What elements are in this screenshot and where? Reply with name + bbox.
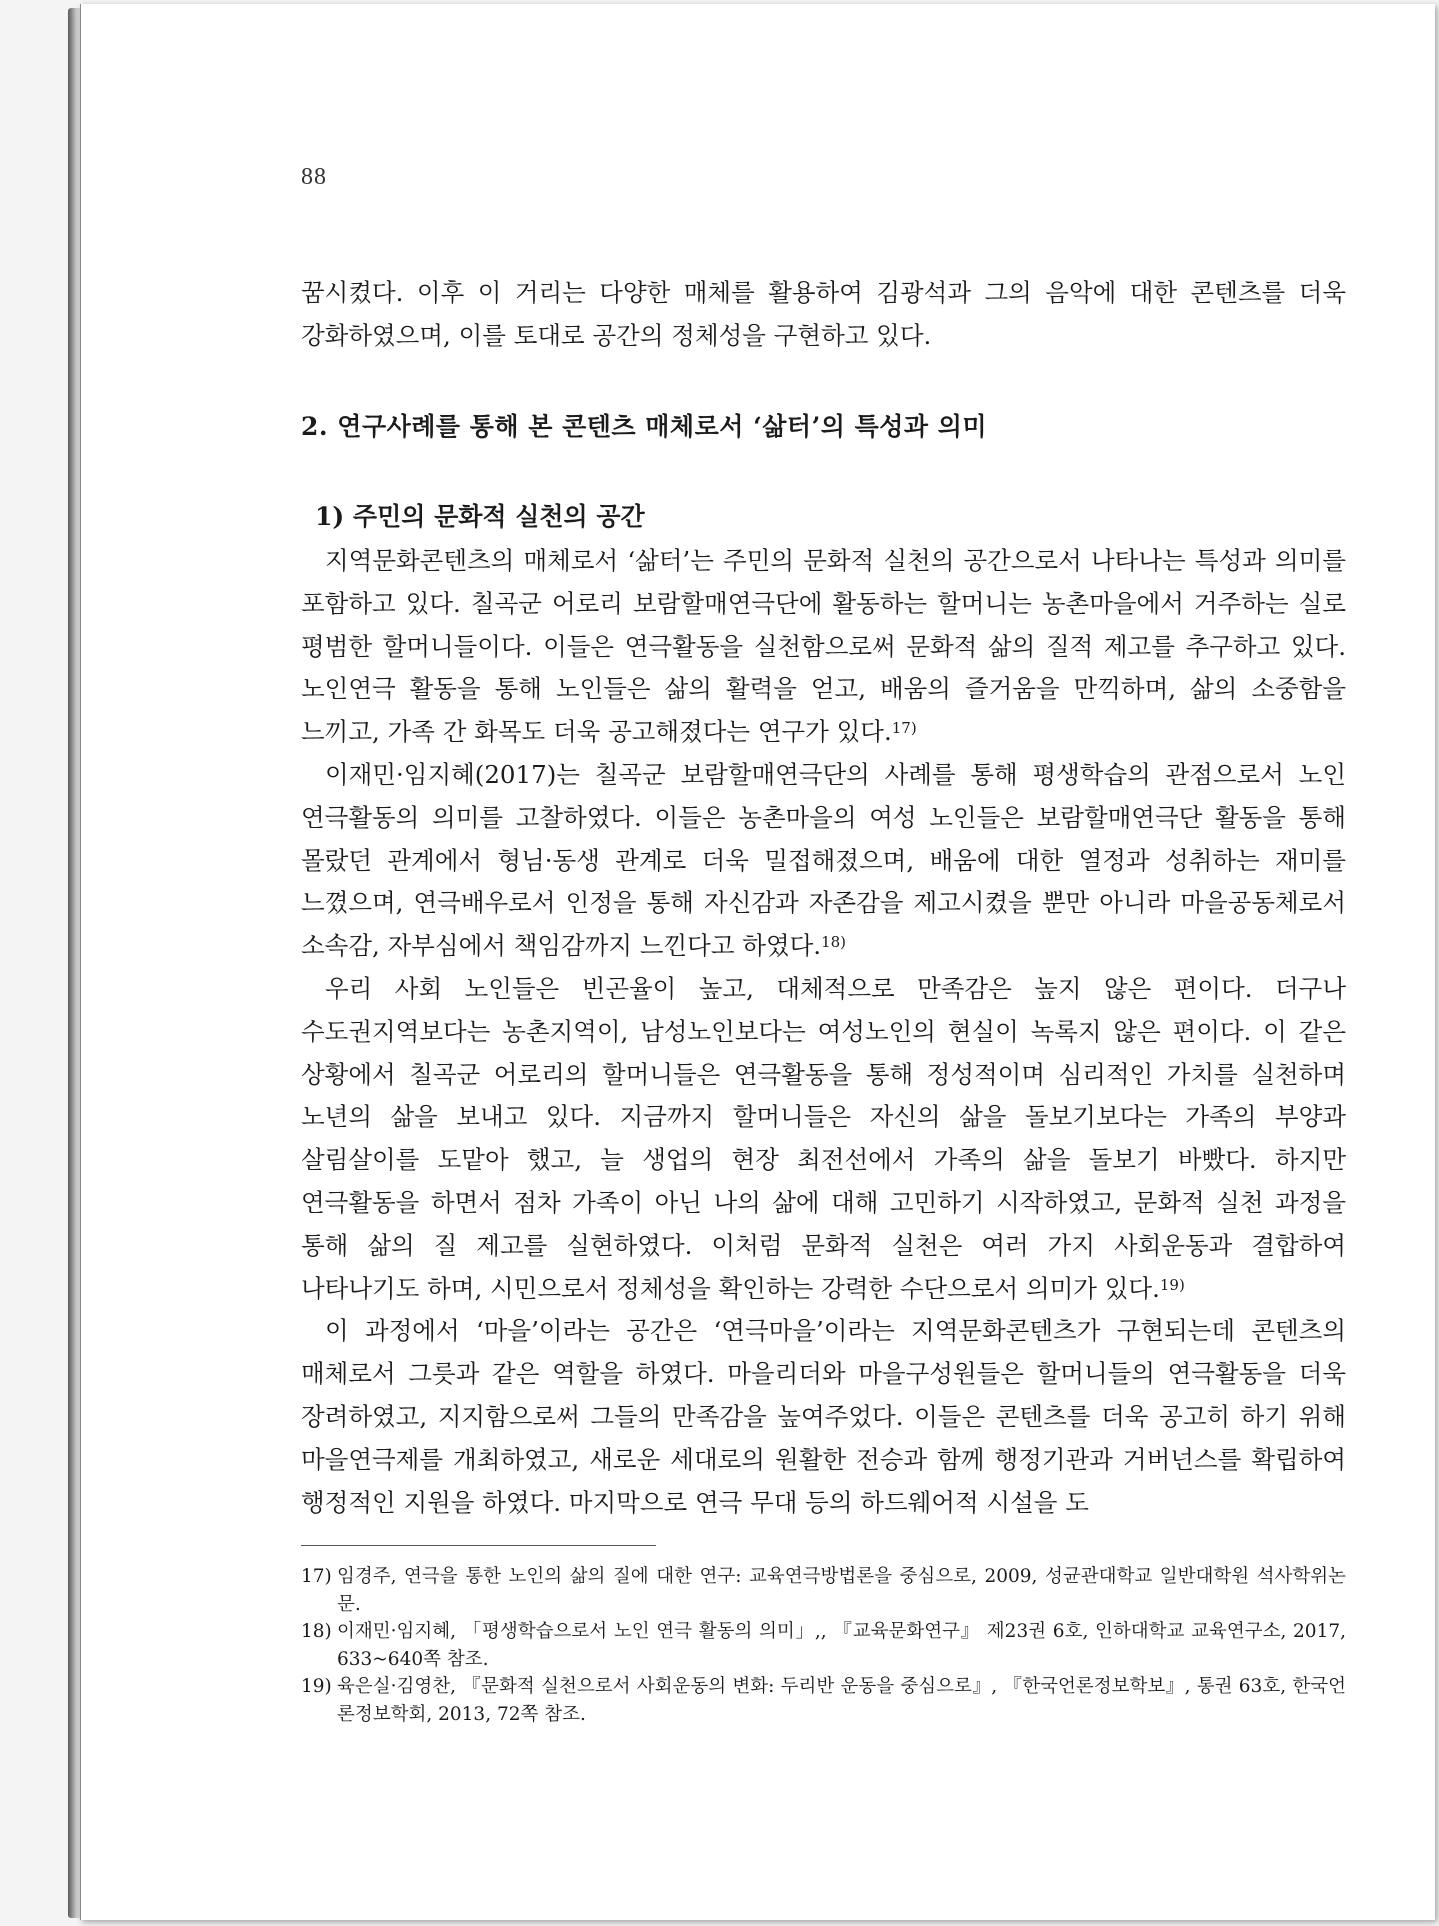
intro-paragraph: 꿈시켰다. 이후 이 거리는 다양한 매체를 활용하여 김광석과 그의 음악에 대한 콘텐츠를 더욱 강화하였으며, 이를 토대로 공간의 정체성을 구현하고 있다. xyxy=(301,278,1346,350)
intro-paragraph-block xyxy=(301,272,1346,358)
paragraph-text: 이 과정에서 ‘마을’이라는 공간은 ‘연극마을’이라는 지역문화콘텐츠가 구현되는데 콘텐츠의 매체로서 그릇과 같은 역할을 하였다. 마을리더와 마을구성원들은 할머니들의 연극활동을 더욱 장려하였고, 지지함으로써 그들의 만족감을 높여주었다. 이들은 콘텐츠를 더욱 공고히 하기 위해 마을연극제를 개최하였고, 새로운 세대로의 원활한 전승과 함께 행정기관과 거버넌스를 확립하여 행정적인 지원을 하였다. 마지막으로 연극 무대 등의 하드웨어적 시설을 도 xyxy=(301,1316,1346,1517)
footnotes xyxy=(301,1563,1346,1728)
paragraph-text: 우리 사회 노인들은 빈곤율이 높고, 대체적으로 만족감은 높지 않은 편이다. 더구나 수도권지역보다는 농촌지역이, 남성노인보다는 여성노인의 현실이 녹록지 않은 편이다. 이 같은 상황에서 칠곡군 어로리의 할머니들은 연극활동을 통해 정성적이며 심리적인 가치를 실천하며 노년의 삶을 보내고 있다. 지금까지 할머니들은 자신의 삶을 돌보기보다는 가족의 부양과 살림살이를 도맡아 했고, 늘 생업의 현장 최전선에서 가족의 삶을 돌보기 바빴다. 하지만 연극활동을 하면서 점차 가족이 아닌 나의 삶에 대해 고민하기 시작하였고, 문화적 실천 과정을 통해 삶의 질 제고를 실현하였다. 이처럼 문화적 실천은 여러 가지 사회운동과 결합하여 나타나기도 하며, 시민으로서 정체성을 확인하는 강력한 수단으로서 의미가 있다. xyxy=(301,973,1346,1303)
paragraph-text: 지역문화콘텐츠의 매체로서 ‘삶터’는 주민의 문화적 실천의 공간으로서 나타나는 특성과 의미를 포함하고 있다. 칠곡군 어로리 보람할매연극단에 활동하는 할머니는 농촌마을에서 거주하는 실로 평범한 할머니들이다. 이들은 연극활동을 실천함으로써 문화적 삶의 질적 제고를 추구하고 있다. 노인연극 활동을 통해 노인들은 삶의 활력을 얻고, 배움의 즐거움을 만끽하며, 삶의 소중함을 느끼고, 가족 간 화목도 더욱 공고해졌다는 연구가 있다. xyxy=(301,546,1346,747)
footnote-ref[interactable]: 17) xyxy=(891,719,917,738)
body-paragraph xyxy=(301,754,1346,968)
page-number: 88 xyxy=(301,164,327,190)
footnote-number: 18) xyxy=(301,1621,332,1642)
footnote-item xyxy=(301,1673,1346,1728)
footnote-ref[interactable]: 18) xyxy=(821,933,847,952)
footnote-text: 육은실·김영찬, 『문화적 실천으로서 사회운동의 변화: 두리반 운동을 중심으로』, 『한국언론정보학보』, 통권 63호, 한국언론정보학회, 2013, 72쪽 참조. xyxy=(337,1676,1346,1725)
section-heading: 2. 연구사례를 통해 본 콘텐츠 매체로서 ‘삶터’의 특성과 의미 xyxy=(301,412,988,441)
body-paragraph xyxy=(301,540,1346,754)
footnote-item xyxy=(301,1618,1346,1673)
footnote-number: 19) xyxy=(301,1676,332,1697)
footnote-ref[interactable]: 19) xyxy=(1159,1275,1185,1294)
footnote-text: 이재민·임지혜, 「평생학습으로서 노인 연극 활동의 의미」,, 『교육문화연구』 제23권 6호, 인하대학교 교육연구소, 2017, 633~640쪽 참조. xyxy=(337,1621,1346,1670)
body-paragraph xyxy=(301,968,1346,1310)
sub-heading: 1) 주민의 문화적 실천의 공간 xyxy=(315,502,645,531)
section-body xyxy=(301,540,1346,1524)
body-paragraph xyxy=(301,1310,1346,1524)
footnote-text: 임경주, 연극을 통한 노인의 삶의 질에 대한 연구: 교육연극방법론을 중심으로, 2009, 성균관대학교 일반대학원 석사학위논문. xyxy=(337,1566,1346,1615)
paragraph-text: 이재민·임지혜(2017)는 칠곡군 보람할매연극단의 사례를 통해 평생학습의 관점으로서 노인 연극활동의 의미를 고찰하였다. 이들은 농촌마을의 여성 노인들은 보람할매연극단 활동을 통해 몰랐던 관계에서 형님·동생 관계로 더욱 밀접해졌으며, 배움에 대한 열정과 성취하는 재미를 느꼈으며, 연극배우로서 인정을 통해 자신감과 자존감을 제고시켰을 뿐만 아니라 마을공동체로서 소속감, 자부심에서 책임감까지 느낀다고 하였다. xyxy=(301,759,1346,961)
footnote-item xyxy=(301,1563,1346,1618)
footnote-number: 17) xyxy=(301,1566,332,1587)
footnote-divider xyxy=(301,1545,656,1546)
book-page xyxy=(80,4,1435,1920)
